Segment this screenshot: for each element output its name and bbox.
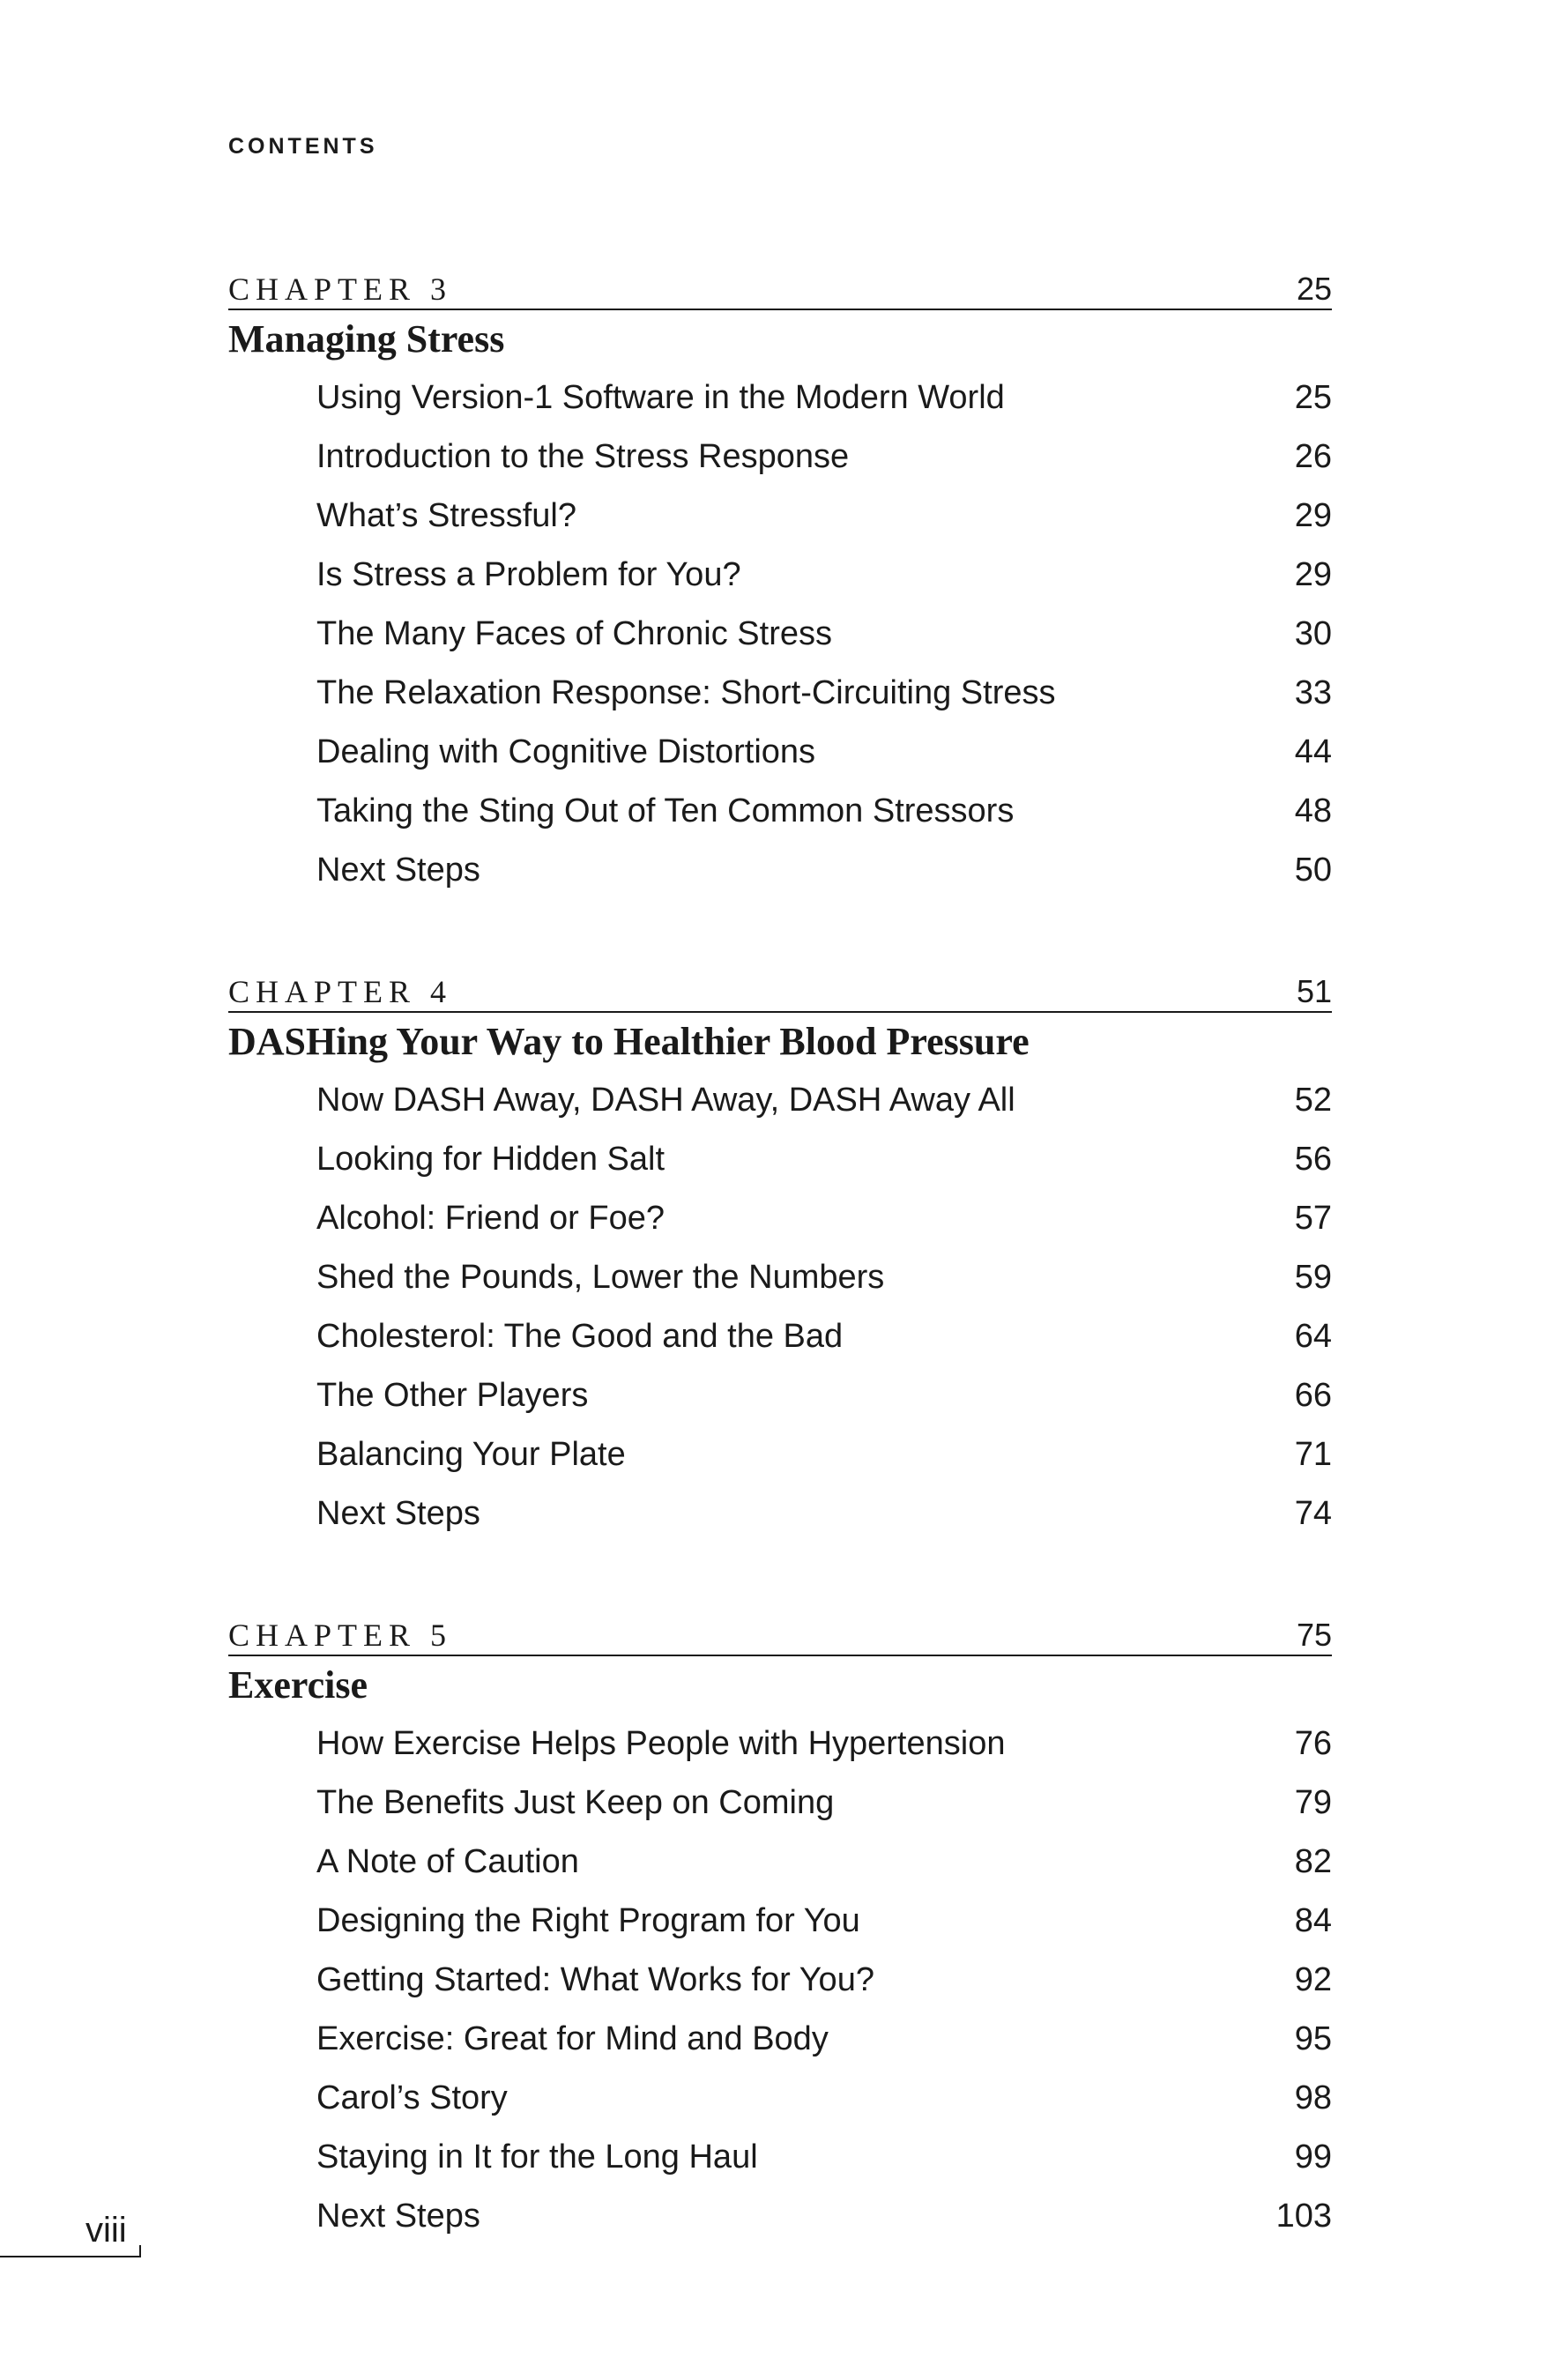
section-entry bbox=[228, 1189, 1332, 1248]
chapter-label: CHAPTER 3 bbox=[228, 271, 453, 307]
section-list bbox=[228, 368, 1332, 900]
section-entry bbox=[228, 1774, 1332, 1833]
section-page-number: 29 bbox=[1294, 556, 1332, 593]
section-entry bbox=[228, 782, 1332, 841]
section-title: The Relaxation Response: Short-Circuiting Stress bbox=[316, 674, 1056, 711]
chapter-title: Managing Stress bbox=[228, 317, 505, 361]
section-title: Staying in It for the Long Haul bbox=[316, 2138, 758, 2175]
section-entry bbox=[228, 1425, 1332, 1484]
section-page-number: 99 bbox=[1294, 2138, 1332, 2175]
section-entry bbox=[228, 1951, 1332, 2010]
section-page-number: 98 bbox=[1294, 2079, 1332, 2116]
section-entry bbox=[228, 2010, 1332, 2069]
section-title: Cholesterol: The Good and the Bad bbox=[316, 1318, 844, 1355]
section-page-number: 71 bbox=[1294, 1436, 1332, 1473]
chapter-label: CHAPTER 4 bbox=[228, 974, 453, 1009]
section-entry bbox=[228, 1484, 1332, 1543]
section-title: Looking for Hidden Salt bbox=[316, 1141, 665, 1178]
section-entry bbox=[228, 605, 1332, 664]
section-title: What’s Stressful? bbox=[316, 497, 576, 534]
section-title: Carol’s Story bbox=[316, 2079, 508, 2116]
section-title: How Exercise Helps People with Hypertension bbox=[316, 1725, 1006, 1762]
section-entry bbox=[228, 1833, 1332, 1892]
section-entry bbox=[228, 2128, 1332, 2187]
chapter-page-number: 75 bbox=[1296, 1617, 1332, 1653]
section-page-number: 79 bbox=[1294, 1784, 1332, 1821]
section-entry bbox=[228, 428, 1332, 487]
chapter-title: DASHing Your Way to Healthier Blood Pressure bbox=[228, 1020, 1030, 1063]
section-title: Next Steps bbox=[316, 2198, 480, 2235]
section-page-number: 25 bbox=[1294, 379, 1332, 416]
section-title: Next Steps bbox=[316, 852, 480, 889]
section-page-number: 48 bbox=[1294, 792, 1332, 829]
section-page-number: 56 bbox=[1294, 1141, 1332, 1178]
table-of-contents bbox=[228, 264, 1332, 2312]
section-entry bbox=[228, 1071, 1332, 1130]
section-page-number: 66 bbox=[1294, 1377, 1332, 1414]
section-list bbox=[228, 1714, 1332, 2246]
chapter-title: Exercise bbox=[228, 1663, 368, 1707]
section-page-number: 82 bbox=[1294, 1843, 1332, 1880]
section-title: Balancing Your Plate bbox=[316, 1436, 626, 1473]
section-entry bbox=[228, 1307, 1332, 1366]
section-page-number: 33 bbox=[1294, 674, 1332, 711]
section-entry bbox=[228, 1130, 1332, 1189]
folio-rule bbox=[0, 2256, 141, 2257]
section-page-number: 30 bbox=[1294, 615, 1332, 652]
section-page-number: 74 bbox=[1294, 1495, 1332, 1532]
chapter-header bbox=[228, 1610, 1332, 1656]
section-title: The Other Players bbox=[316, 1377, 589, 1414]
chapter-page-number: 25 bbox=[1296, 271, 1332, 307]
section-entry bbox=[228, 2069, 1332, 2128]
section-entry bbox=[228, 1248, 1332, 1307]
section-title: Is Stress a Problem for You? bbox=[316, 556, 741, 593]
section-page-number: 52 bbox=[1294, 1082, 1332, 1119]
chapter-label: CHAPTER 5 bbox=[228, 1618, 453, 1653]
section-title: Designing the Right Program for You bbox=[316, 1902, 860, 1939]
section-title: Exercise: Great for Mind and Body bbox=[316, 2020, 829, 2057]
section-entry bbox=[228, 1714, 1332, 1774]
section-entry bbox=[228, 841, 1332, 900]
section-page-number: 103 bbox=[1275, 2198, 1332, 2235]
chapter-5 bbox=[228, 1610, 1332, 2246]
section-page-number: 64 bbox=[1294, 1318, 1332, 1355]
section-entry bbox=[228, 368, 1332, 428]
chapter-page-number: 51 bbox=[1296, 973, 1332, 1009]
section-title: A Note of Caution bbox=[316, 1843, 579, 1880]
section-title: Shed the Pounds, Lower the Numbers bbox=[316, 1259, 885, 1296]
section-page-number: 44 bbox=[1294, 733, 1332, 770]
section-page-number: 95 bbox=[1294, 2020, 1332, 2057]
section-entry bbox=[228, 723, 1332, 782]
section-page-number: 84 bbox=[1294, 1902, 1332, 1939]
section-title: The Many Faces of Chronic Stress bbox=[316, 615, 832, 652]
section-title: Alcohol: Friend or Foe? bbox=[316, 1200, 665, 1237]
section-entry bbox=[228, 1892, 1332, 1951]
section-title: Taking the Sting Out of Ten Common Stressors bbox=[316, 792, 1015, 829]
chapter-header bbox=[228, 264, 1332, 310]
section-page-number: 26 bbox=[1294, 438, 1332, 475]
section-page-number: 50 bbox=[1294, 852, 1332, 889]
section-title: Next Steps bbox=[316, 1495, 480, 1532]
section-entry bbox=[228, 2187, 1332, 2246]
section-list bbox=[228, 1071, 1332, 1543]
page-folio: viii bbox=[86, 2211, 127, 2250]
folio-rule-tick bbox=[139, 2245, 141, 2257]
section-page-number: 59 bbox=[1294, 1259, 1332, 1296]
section-title: Now DASH Away, DASH Away, DASH Away All bbox=[316, 1082, 1015, 1119]
running-head: CONTENTS bbox=[228, 134, 378, 159]
chapter-4 bbox=[228, 966, 1332, 1543]
section-page-number: 29 bbox=[1294, 497, 1332, 534]
section-entry bbox=[228, 546, 1332, 605]
section-page-number: 76 bbox=[1294, 1725, 1332, 1762]
chapter-3 bbox=[228, 264, 1332, 900]
section-entry bbox=[228, 1366, 1332, 1425]
section-title: The Benefits Just Keep on Coming bbox=[316, 1784, 835, 1821]
section-entry bbox=[228, 487, 1332, 546]
section-title: Introduction to the Stress Response bbox=[316, 438, 850, 475]
section-title: Using Version-1 Software in the Modern World bbox=[316, 379, 1005, 416]
section-page-number: 57 bbox=[1294, 1200, 1332, 1237]
section-title: Getting Started: What Works for You? bbox=[316, 1961, 874, 1998]
section-title: Dealing with Cognitive Distortions bbox=[316, 733, 816, 770]
section-page-number: 92 bbox=[1294, 1961, 1332, 1998]
chapter-header bbox=[228, 966, 1332, 1013]
section-entry bbox=[228, 664, 1332, 723]
